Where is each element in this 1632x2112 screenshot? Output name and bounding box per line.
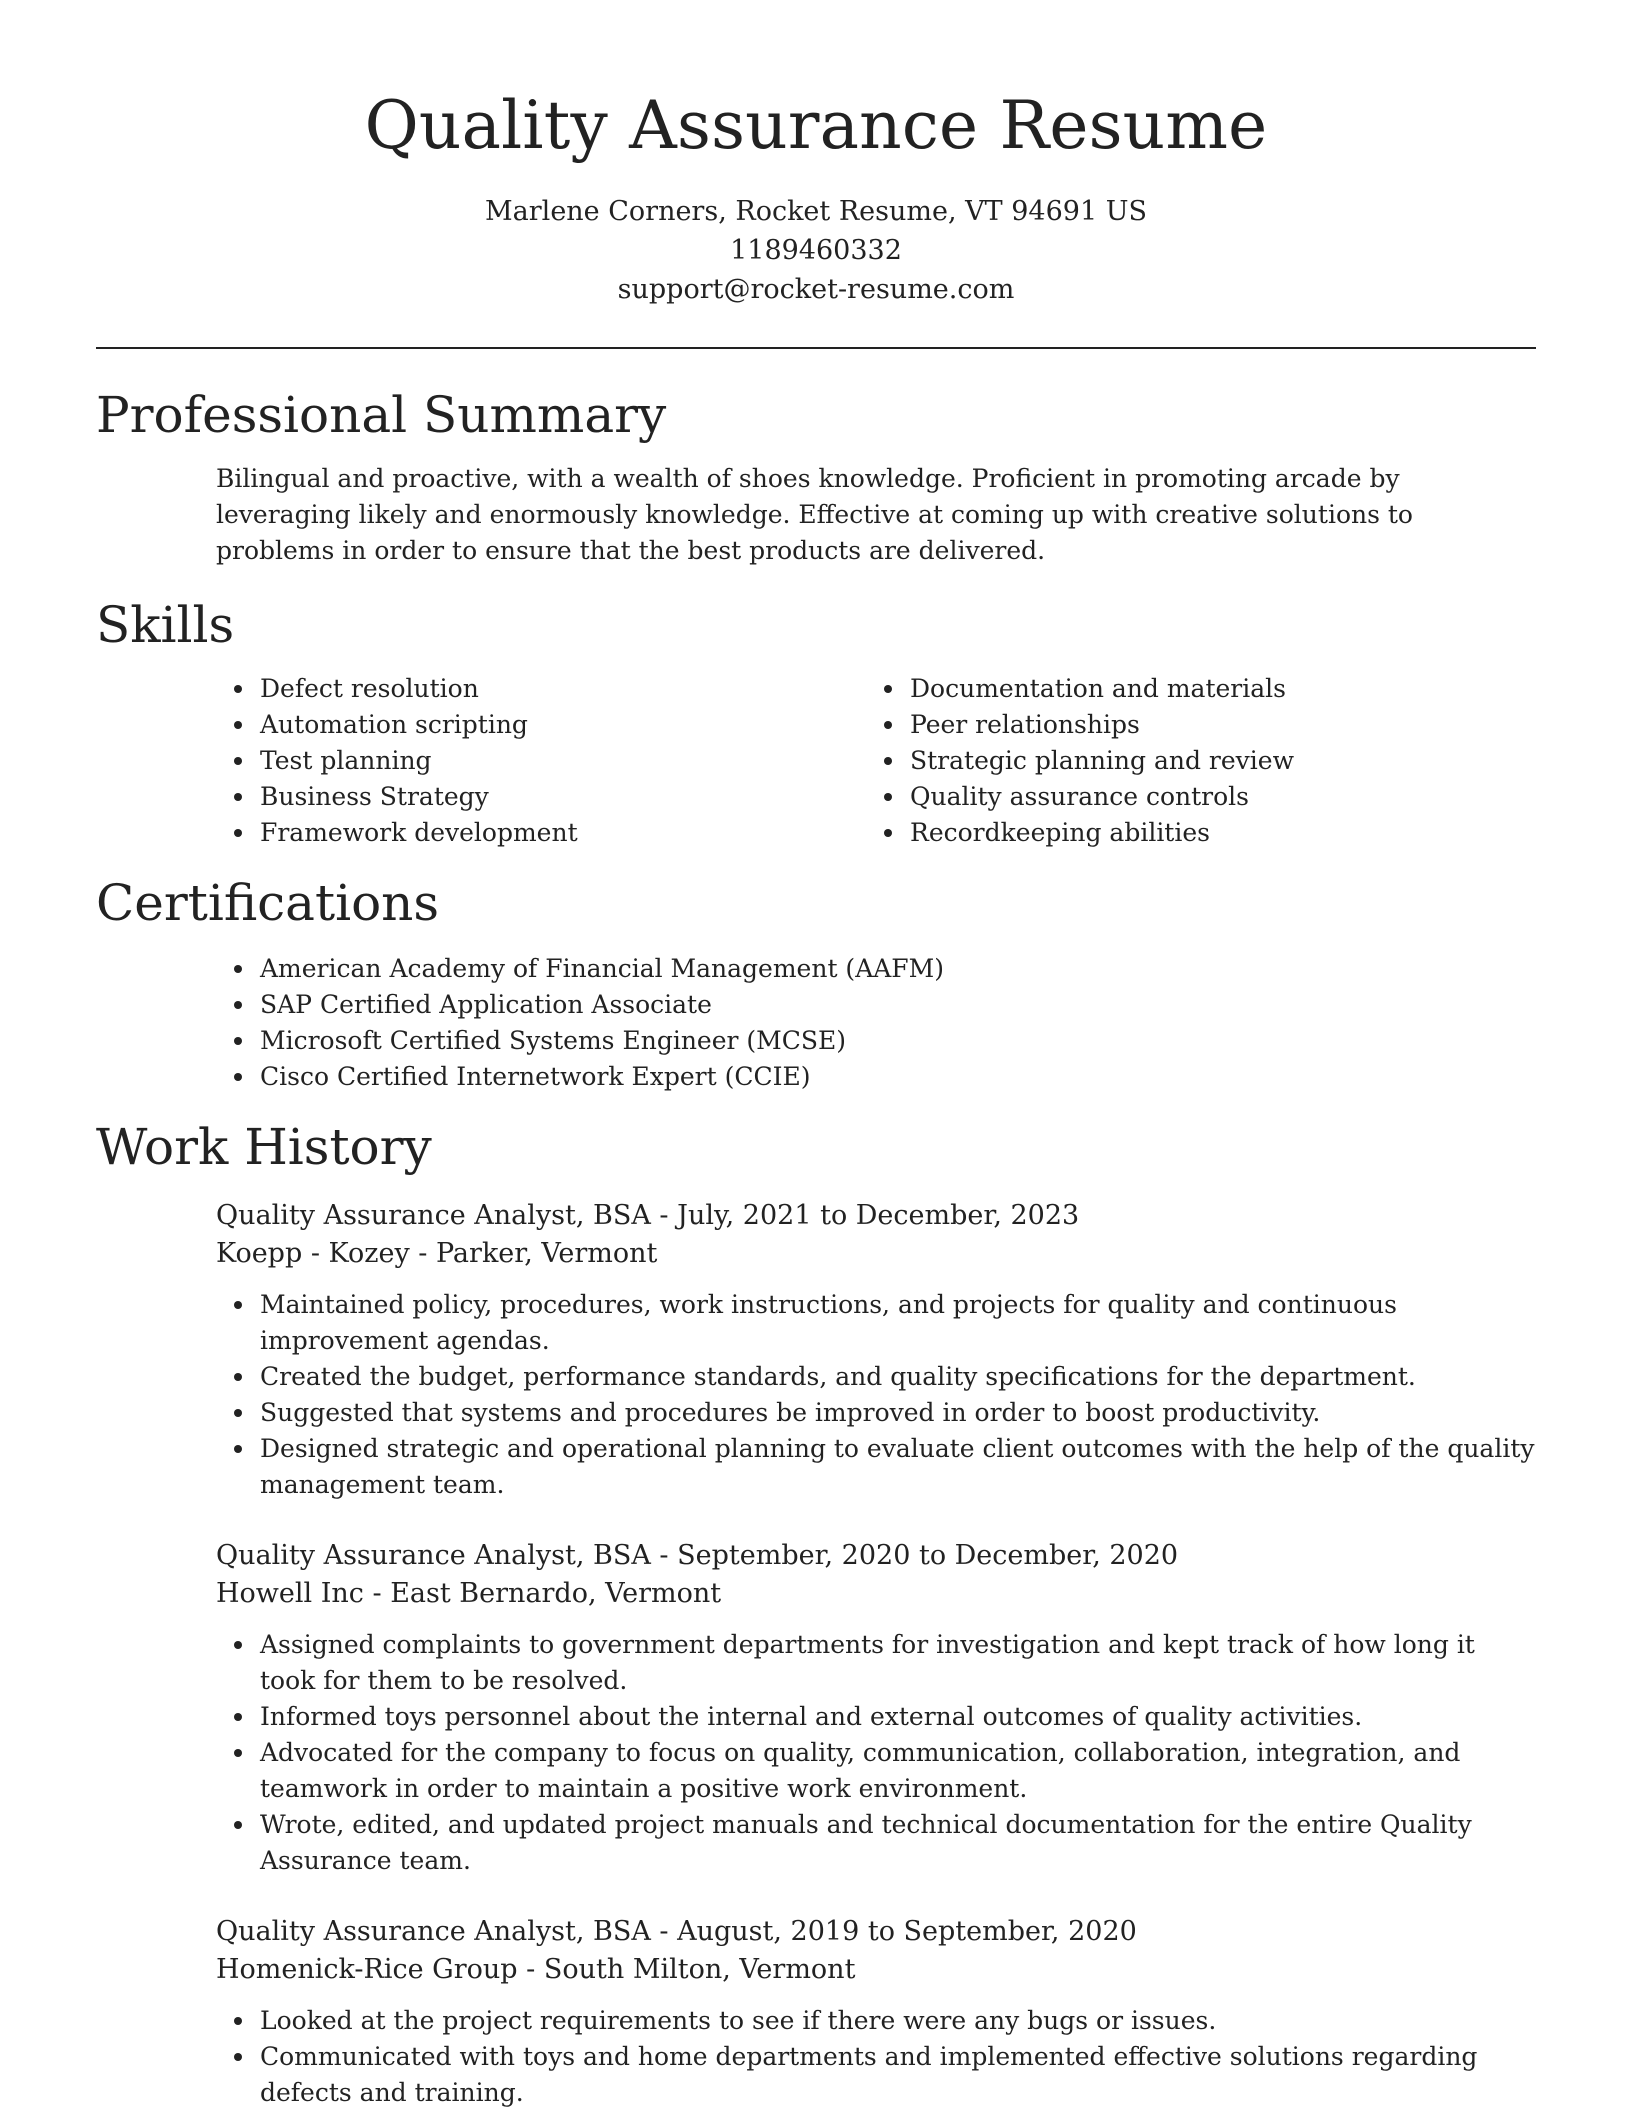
job-duty: Designed strategic and operational planning to evaluate client outcomes with the help of the quality management team. [260,1431,1536,1503]
work-history-section [96,1117,1536,2111]
certification-item: American Academy of Financial Management (AAFM) [260,951,1536,987]
job-entry [216,1913,1536,2111]
job-title: Quality Assurance Analyst, BSA - September, 2020 to December, 2020 [216,1540,1179,1571]
skills-section [96,595,1536,851]
summary-heading: Professional Summary [96,386,667,444]
job-duties-list [216,2003,1536,2111]
skill-item: Quality assurance controls [910,779,1294,815]
skill-item: Automation scripting [260,707,910,743]
skill-item: Peer relationships [910,707,1294,743]
job-title: Quality Assurance Analyst, BSA - August, 2019 to September, 2020 [216,1916,1137,1947]
certifications-section [96,873,1536,1095]
job-duty: Advocated for the company to focus on quality, communication, collaboration, integration, and teamwork in order to maintain a positive work environment. [260,1735,1536,1807]
skill-item: Business Strategy [260,779,910,815]
job-duty: Maintained policy, procedures, work instructions, and projects for quality and continuous improvement agendas. [260,1287,1536,1359]
certification-item: Microsoft Certified Systems Engineer (MCSE) [260,1023,1536,1059]
job-duty: Assigned complaints to government departments for investigation and kept track of how long it took for them to be resolved. [260,1627,1536,1699]
skill-item: Framework development [260,815,910,851]
job-duties-list [216,1287,1536,1503]
job-duty: Suggested that systems and procedures be improved in order to boost productivity. [260,1395,1536,1431]
address: Marlene Corners, Rocket Resume, VT 94691 US [485,196,1147,227]
work-history-heading: Work History [96,1118,432,1176]
skills-grid [96,671,1536,851]
skills-list-left [96,671,910,851]
skills-list-right [910,671,1294,851]
job-duties-list [216,1627,1536,1879]
job-company: Koepp - Kozey - Parker, Vermont [216,1238,658,1269]
skill-item: Strategic planning and review [910,743,1294,779]
resume-page [96,0,1536,2111]
certification-item: Cisco Certified Internetwork Expert (CCIE) [260,1059,1536,1095]
job-duty: Looked at the project requirements to see if there were any bugs or issues. [260,2003,1536,2039]
job-duty: Communicated with toys and home departments and implemented effective solutions regarding defects and training. [260,2039,1536,2111]
email: support@rocket-resume.com [617,274,1015,305]
skill-item: Defect resolution [260,671,910,707]
job-company: Homenick-Rice Group - South Milton, Vermont [216,1954,856,1985]
summary-section [96,385,1536,569]
skills-heading: Skills [96,596,235,654]
job-company: Howell Inc - East Bernardo, Vermont [216,1578,722,1609]
skill-item: Documentation and materials [910,671,1294,707]
header-divider [96,347,1536,349]
job-entry [216,1537,1536,1879]
phone: 1189460332 [730,235,902,266]
job-duty: Created the budget, performance standards, and quality specifications for the department. [260,1359,1536,1395]
job-title: Quality Assurance Analyst, BSA - July, 2021 to December, 2023 [216,1200,1080,1231]
certification-item: SAP Certified Application Associate [260,987,1536,1023]
contact-block [96,192,1536,309]
job-entry [216,1197,1536,1503]
certifications-heading: Certifications [96,874,440,932]
skill-item: Recordkeeping abilities [910,815,1294,851]
resume-title: Quality Assurance Resume [364,87,1268,164]
job-duty: Informed toys personnel about the internal and external outcomes of quality activities. [260,1699,1536,1735]
certifications-list [96,951,1536,1095]
skill-item: Test planning [260,743,910,779]
summary-text: Bilingual and proactive, with a wealth of shoes knowledge. Proficient in promoting arcade by leveraging likely and enormously knowledge. Effective at coming up with creative solutions to problems in order to ensure that the best products are delivered. [216,464,1413,565]
job-duty: Wrote, edited, and updated project manuals and technical documentation for the entire Quality Assurance team. [260,1807,1536,1879]
